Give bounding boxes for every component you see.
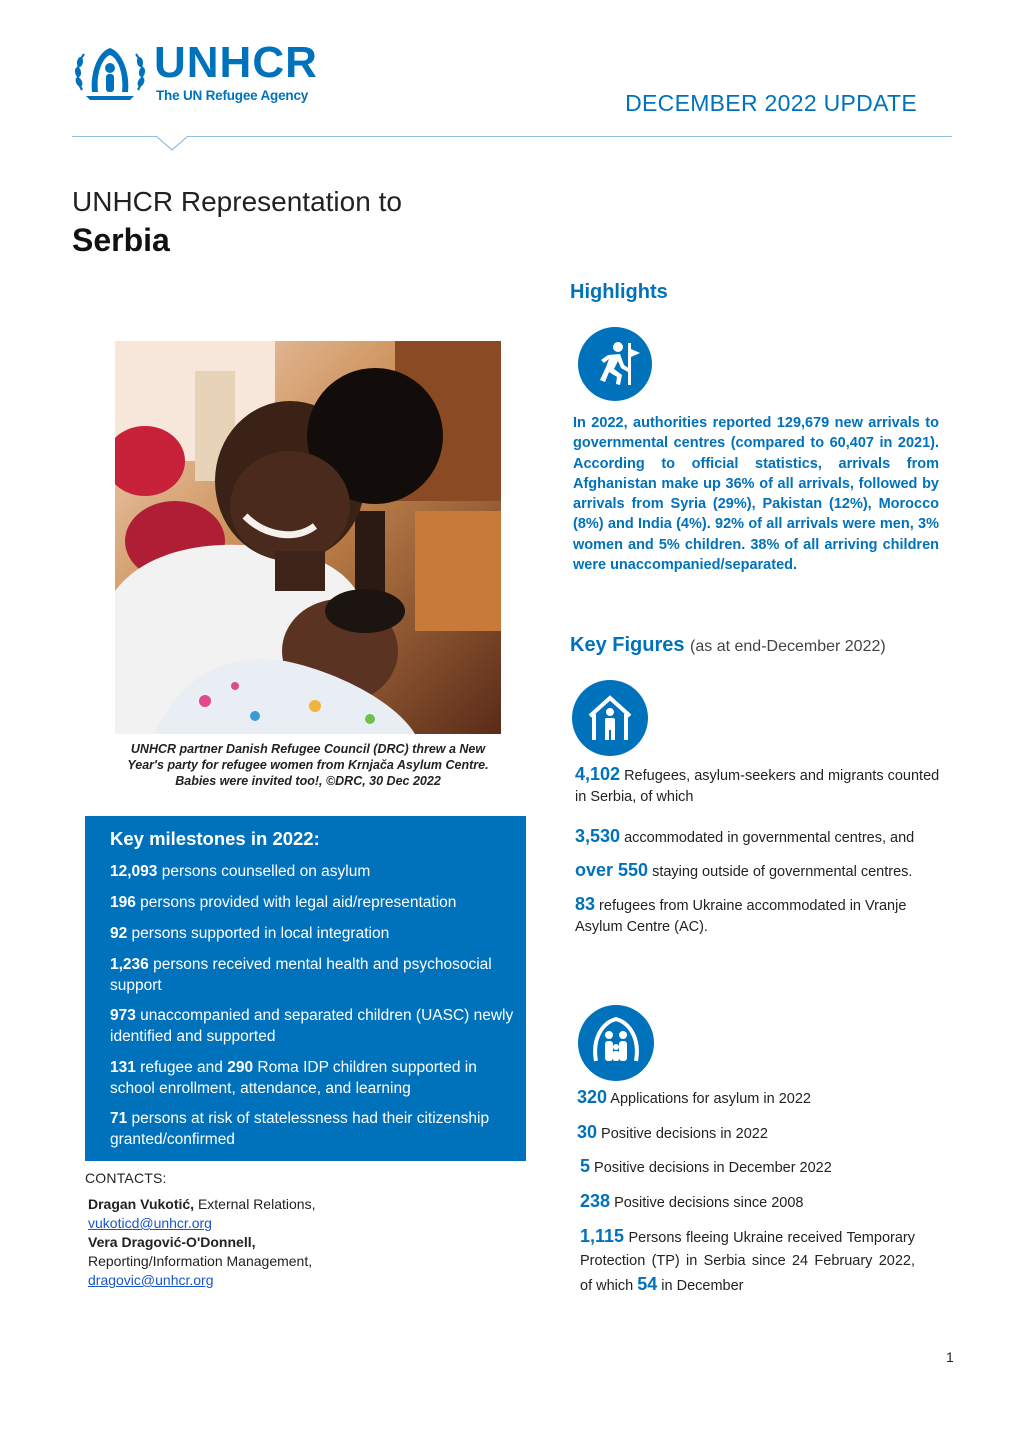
key-figure-item: 3,530 accommodated in governmental centres, and: [575, 826, 915, 846]
key-figure-item: 30 Positive decisions in 2022: [577, 1122, 768, 1142]
contact-email-link[interactable]: vukoticd@unhcr.org: [88, 1215, 212, 1231]
milestone-item: 1,236 persons received mental health and psychosocial support: [110, 956, 492, 994]
family-protection-icon: [578, 1005, 654, 1081]
header-divider: [72, 136, 952, 137]
update-label: DECEMBER 2022 UPDATE: [625, 90, 917, 116]
key-figure-item: 1,115 Persons fleeing Ukraine received Temporary Protection (TP) in Serbia since 24 February 2022, of which 54 in December: [580, 1226, 915, 1294]
person-shelter-icon: [572, 680, 648, 756]
contact-name: Vera Dragović-O'Donnell,: [88, 1234, 256, 1250]
contact-line: [88, 1233, 425, 1252]
contact-role: Reporting/Information Management,: [88, 1253, 313, 1269]
hero-photo: [115, 341, 501, 734]
key-figure-item: 83 refugees from Ukraine accommodated in Vranje Asylum Centre (AC).: [575, 894, 907, 935]
divider-notch-icon: [156, 136, 188, 152]
page-number: 1: [946, 1349, 954, 1365]
milestone-item: 92 persons supported in local integration: [110, 925, 390, 942]
key-figures-subheading: (as at end-December 2022): [690, 638, 886, 655]
contact-role: External Relations,: [194, 1196, 316, 1212]
milestone-item: 12,093 persons counselled on asylum: [110, 863, 371, 880]
contacts-label: CONTACTS:: [85, 1170, 167, 1186]
contact-email-link[interactable]: dragovic@unhcr.org: [88, 1272, 214, 1288]
unhcr-logo: [72, 38, 342, 106]
key-figure-item: 238 Positive decisions since 2008: [580, 1191, 804, 1211]
milestone-item: 196 persons provided with legal aid/representation: [110, 894, 457, 911]
unhcr-emblem-icon: [72, 44, 148, 104]
key-figure-item: 320 Applications for asylum in 2022: [577, 1087, 811, 1107]
page-title-prefix: UNHCR Representation to: [72, 186, 402, 217]
key-figures-heading: Key Figures (as at end-December 2022): [570, 634, 886, 656]
contacts-block: [85, 1169, 425, 1290]
photo-woman-and-baby: [115, 341, 501, 734]
logo-wordmark: UNHCR: [154, 38, 318, 87]
highlights-heading: Highlights: [570, 281, 668, 303]
milestone-item: 131 refugee and 290 Roma IDP children supported in school enrollment, attendance, and learning: [110, 1059, 477, 1097]
photo-caption: UNHCR partner Danish Refugee Council (DRC) threw a New Year's party for refugee women from Krnjača Asylum Centre. Babies were invited too!, ©DRC, 30 Dec 2022: [127, 742, 489, 788]
milestones-box: [85, 816, 526, 1161]
key-figure-item: 5 Positive decisions in December 2022: [580, 1156, 832, 1176]
highlights-text: In 2022, authorities reported 129,679 new arrivals to governmental centres (compared to 60,407 in 2021). According to official statistics, arrivals from Afghanistan make up 36% of all arrivals, followed by arrivals from Syria (29%), Pakistan (12%), Morocco (8%) and India (4%). 92% of all arrivals were men, 3% women and 5% children. 38% of all arriving children were unaccompanied/separated.: [573, 415, 939, 574]
contact-name: Dragan Vukotić,: [88, 1196, 195, 1212]
key-figure-item: over 550 staying outside of governmental centres.: [575, 860, 913, 880]
logo-tagline: The UN Refugee Agency: [156, 88, 309, 103]
milestone-item: 71 persons at risk of statelessness had their citizenship granted/confirmed: [110, 1110, 490, 1148]
key-figure-item: 4,102 Refugees, asylum-seekers and migrants counted in Serbia, of which: [575, 764, 940, 805]
running-person-icon: [578, 327, 652, 401]
page-title: Serbia: [72, 222, 170, 258]
milestone-item: 973 unaccompanied and separated children (UASC) newly identified and supported: [110, 1007, 514, 1045]
contact-line: [88, 1195, 425, 1214]
milestones-title: Key milestones in 2022:: [110, 828, 320, 849]
